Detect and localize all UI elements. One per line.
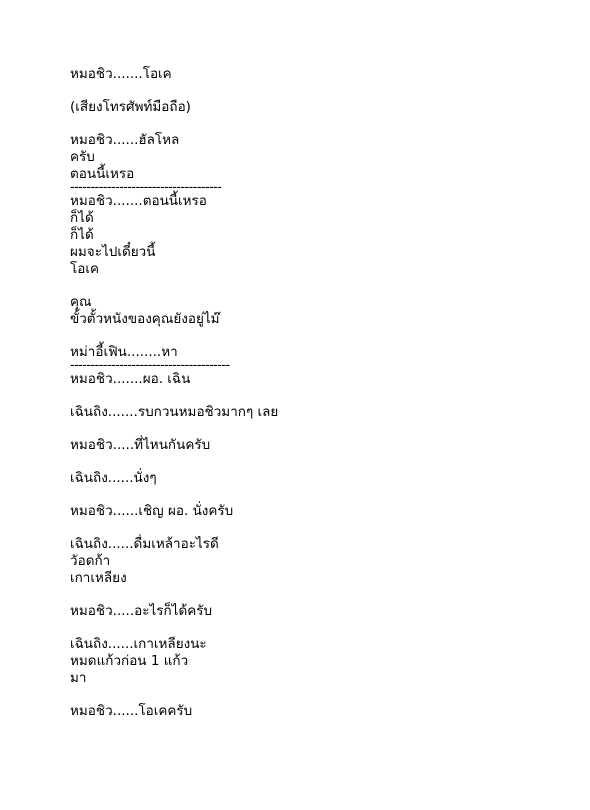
script-document: [70, 66, 580, 720]
dialogue-line: เฉินถิง......เกาเหลียงนะ: [70, 636, 207, 652]
scene-divider: -------------------------------------: [70, 183, 222, 193]
dialogue-line: เกาเหลียง: [70, 570, 127, 586]
dialogue-line: หมอชิว......ฮัลโหล: [70, 132, 180, 148]
dialogue-line: หมอชิว.......โอเค: [70, 66, 172, 82]
dialogue-line: หมอชิว.......ผอ. เฉิน: [70, 371, 191, 387]
dialogue-line: ก็ได้: [70, 210, 94, 226]
dialogue-line: โอเค: [70, 261, 100, 277]
dialogue-line: หมอชิว......เชิญ ผอ. นั่งครับ: [70, 503, 234, 519]
dialogue-line: ครับ: [70, 149, 95, 165]
dialogue-line: หมอชิว.......ตอนนี้เหรอ: [70, 193, 207, 209]
dialogue-line: ขั้วตั้วหนังของคุณยังอยู่ไม๊: [70, 311, 220, 327]
dialogue-line: ตอนนี้เหรอ: [70, 166, 135, 182]
dialogue-line: วัอดก้า: [70, 553, 111, 569]
dialogue-line: เฉินถิง.......รบกวนหมอชิวมากๆ เลย: [70, 404, 279, 420]
dialogue-line: เฉินถิง......ดื่มเหล้าอะไรดี: [70, 536, 219, 552]
dialogue-line: หมดแก้วก่อน 1 แก้ว: [70, 653, 189, 669]
dialogue-line: ก็ได้: [70, 227, 94, 243]
dialogue-line: คุณ: [70, 294, 92, 310]
dialogue-line: หมอชิว.....อะไรก็ได้ครับ: [70, 603, 213, 619]
dialogue-line: มา: [70, 670, 87, 686]
dialogue-line: หม่าอี้เฟิน........หา: [70, 344, 178, 360]
dialogue-line: หมอชิว.....ที่ไหนกันครับ: [70, 437, 211, 453]
sound-cue: (เสียงโทรศัพท์มือถือ): [70, 99, 191, 115]
dialogue-line: เฉินถิง......นั่งๆ: [70, 470, 157, 486]
dialogue-line: หมอชิว......โอเคครับ: [70, 703, 193, 719]
dialogue-line: ผมจะไปเดี๋ยวนี้: [70, 244, 156, 260]
scene-divider: ---------------------------------------: [70, 361, 230, 371]
